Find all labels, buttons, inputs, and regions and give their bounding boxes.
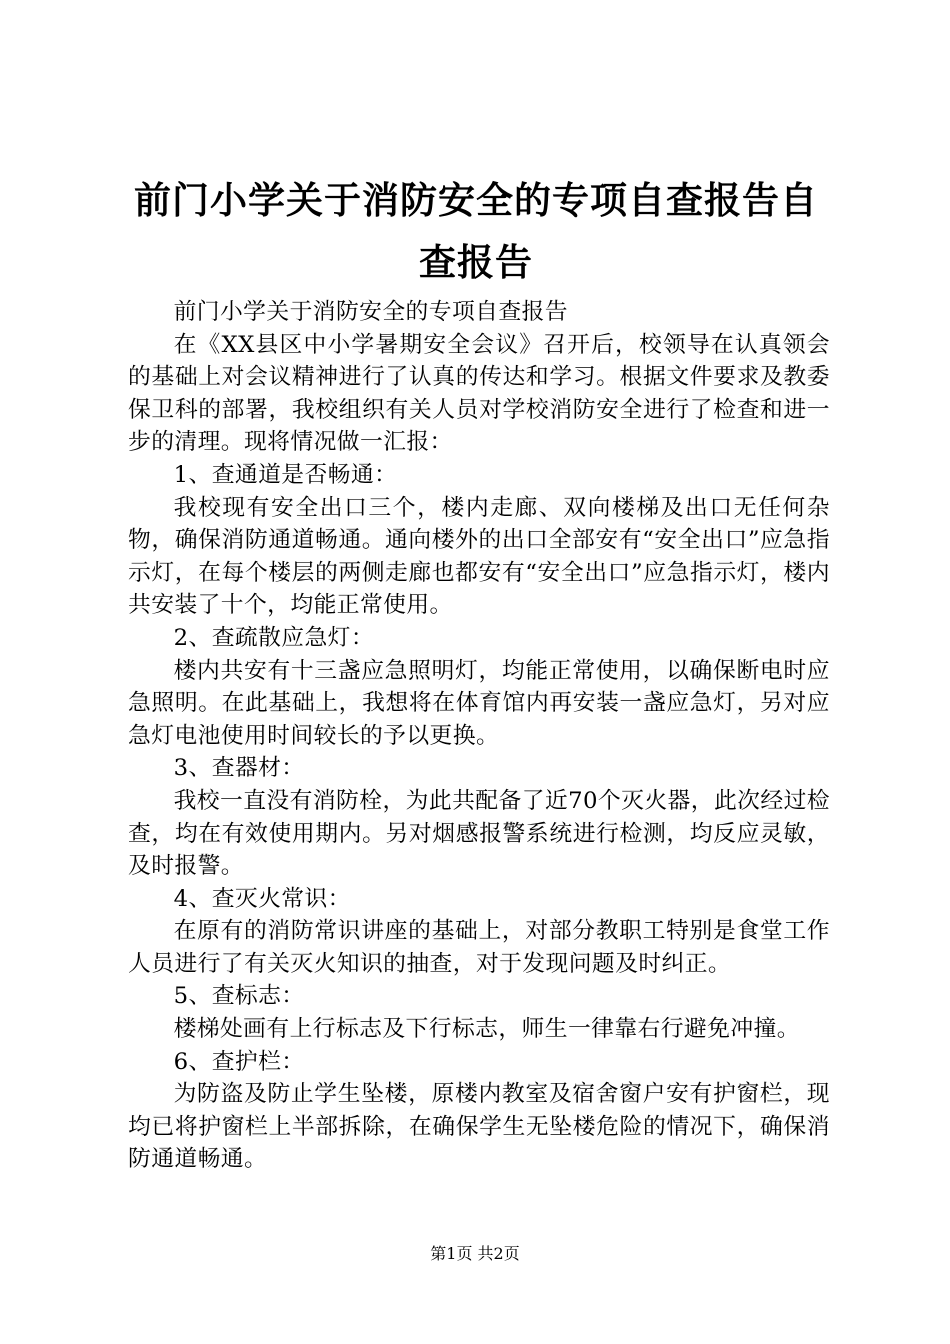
section-heading: 1、查通道是否畅通： xyxy=(173,461,398,488)
section-heading: 3、查器材： xyxy=(173,755,305,782)
document-body xyxy=(128,296,830,1176)
section-heading: 6、查护栏： xyxy=(173,1048,305,1075)
section-heading: 2、查疏散应急灯： xyxy=(173,624,375,651)
document-subtitle: 前门小学关于消防安全的专项自查报告 xyxy=(173,299,568,325)
section-paragraph: 我校现有安全出口三个，楼内走廊、双向楼梯及出口无任何杂物，确保消防通道畅通。通向楼外的出口全部安有“安全出口”应急指示灯，在每个楼层的两侧走廊也都安有“安全出口”应急指示灯，楼内共安装了十个，均能正常使用。 xyxy=(128,494,830,619)
intro-paragraph: 在《XX县区中小学暑期安全会议》召开后，校领导在认真领会的基础上对会议精神进行了认真的传达和学习。根据文件要求及教委保卫科的部署，我校组织有关人员对学校消防安全进行了检查和进一步的清理。现将情况做一汇报： xyxy=(128,331,830,456)
section-paragraph: 为防盗及防止学生坠楼，原楼内教室及宿舍窗户安有护窗栏，现均已将护窗栏上半部拆除，在确保学生无坠楼危险的情况下，确保消防通道畅通。 xyxy=(128,1081,830,1173)
page-number-footer: 第1页 共2页 xyxy=(430,1244,520,1263)
section-heading: 5、查标志： xyxy=(173,983,305,1010)
document-title: 前门小学关于消防安全的专项自查报告自查报告 xyxy=(134,179,818,284)
section-paragraph: 在原有的消防常识讲座的基础上，对部分教职工特别是食堂工作人员进行了有关灭火知识的抽查，对于发现问题及时纠正。 xyxy=(128,918,830,977)
section-heading: 4、查灭火常识： xyxy=(173,885,351,912)
section-paragraph: 楼梯处画有上行标志及下行标志，师生一律靠右行避免冲撞。 xyxy=(173,1016,800,1043)
section-paragraph: 我校一直没有消防栓，为此共配备了近70个灭火器，此次经过检查，均在有效使用期内。另对烟感报警系统进行检测，均反应灵敏，及时报警。 xyxy=(128,787,830,880)
section-paragraph: 楼内共安有十三盏应急照明灯，均能正常使用，以确保断电时应急照明。在此基础上，我想将在体育馆内再安装一盏应急灯，另对应急灯电池使用时间较长的予以更换。 xyxy=(128,657,830,749)
